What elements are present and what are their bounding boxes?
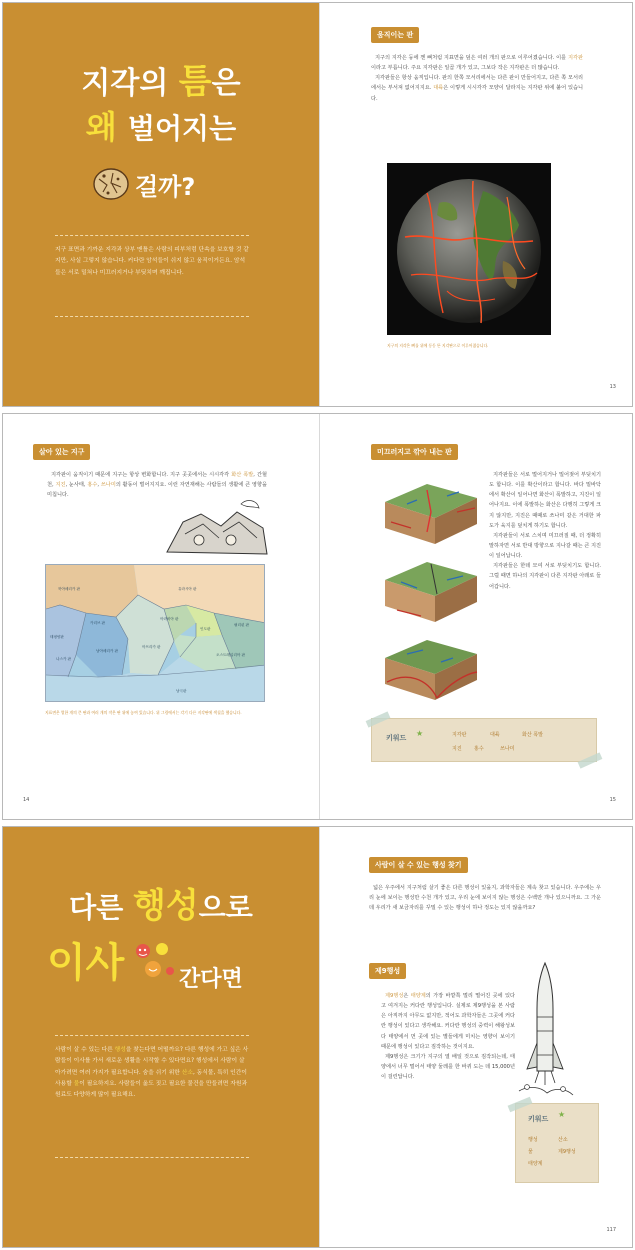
keyword: 홍수: [474, 746, 484, 752]
keyword-highlight: 쓰나미: [100, 482, 116, 489]
text: 이라고 부릅니다. 주요 지각판은 일곱 개가 있고, 그보다 작은 지각판은 더 많습니다.: [371, 65, 560, 72]
image-caption: 지구의 지각은 뼈를 위에 동동 뜬 지각판으로 이루어졌습니다.: [387, 343, 489, 348]
earth-plates-image: [387, 163, 551, 335]
keyword: 화산 폭발: [522, 732, 543, 738]
keyword-highlight: 지진: [55, 482, 66, 489]
paragraph: [371, 53, 583, 73]
title-word: 지각의: [81, 66, 169, 101]
keyword: 제9행성: [558, 1149, 576, 1155]
intro-highlight: 물: [73, 1080, 80, 1087]
intro-text: 깨집니다.: [159, 269, 184, 276]
keyword: 쓰나미: [500, 746, 515, 752]
paragraph: [371, 73, 583, 103]
intro-text: 이 필요하지요. 사람들이 옮도 짓고 필요한 물건을 만들려면 자원과 원료도 다양하게 많이 필요해요.: [55, 1080, 248, 1099]
keyword: 지진: [452, 746, 462, 752]
divider: [55, 316, 249, 317]
star-icon: ★: [416, 729, 424, 738]
map-label: 오스트레일리아 판: [216, 653, 245, 657]
map-label: 인도판: [200, 627, 211, 631]
chapter-title-line1: [3, 886, 319, 926]
cookie-illustration: [91, 165, 131, 203]
paragraph: 지각판들이 서로 스치며 미끄러질 때, 더 정확히 말하자면 서로 반대 방향으로 지나갈 때는 큰 지진이 일어납니다.: [489, 532, 601, 560]
page-14: [3, 414, 319, 819]
text: ,: [97, 482, 101, 489]
keyword: 물: [528, 1149, 533, 1155]
keyword-highlight: 대륙: [433, 85, 444, 92]
title-word: 걸까?: [135, 173, 196, 201]
keyword: 태양계: [528, 1161, 543, 1167]
text: , 눈사태,: [65, 482, 88, 489]
text: 은: [403, 993, 411, 999]
page-number: 13: [609, 384, 616, 390]
map-label: 카리브 판: [90, 621, 106, 625]
planets-icon: [133, 939, 177, 985]
keyword: 지각판: [452, 732, 467, 738]
chapter-title-line3: [179, 969, 269, 991]
paragraph: 지각판들은 한데 모여 서로 부딪치기도 합니다. 그럴 때면 하나의 지각판이 다른 지각판 아래로 들어갑니다.: [489, 563, 601, 590]
text: 지각판이 움직이기 때문에 지구는 항상 변화합니다. 지구 곳곳에서는 시시각각: [51, 472, 232, 478]
disaster-illustration: [163, 494, 271, 560]
plate-block-diagrams: [377, 472, 485, 708]
map-caption: 지표면은 열한 개의 큰 판과 여러 개의 작은 판 위에 놓여 있습니다. 위 그림에서는 각기 다른 지각판에 색칠을 했습니다.: [45, 710, 242, 715]
chapter-intro: [55, 245, 249, 279]
paragraph: 넓은 우주에서 지구처럼 살기 좋은 다른 행성이 있을지, 과학자들은 계속 찾고 있습니다. 우주에는 우리 눈에 보이는 행성만 수천 개가 있고, 우리 눈에 보이지 않는 행성은 수백만 개나 있으니까요. 그 가운데 우리가 새 보금자리를 꾸밀 수 있는 행성이 하나 정도는 있지 않을까요?: [369, 885, 601, 912]
map-label: 북아메리카 판: [58, 587, 80, 591]
title-word: 간다면: [179, 967, 243, 992]
text: 지구의 지각은 둥에 껜 뼈처럼 지표면을 덮은 여러 개의 판으로 이루어졌습니다. 이를: [375, 55, 568, 61]
keyword: 행성: [528, 1137, 538, 1143]
text: 지각판들은 항상 움직입니다. 판의 한쪽 모서리에서는 다른 판이 만들어지고, 다른 쪽 모서리에서는 부서져 없어지지요.: [371, 75, 583, 92]
page-12: [3, 3, 319, 406]
keyword-label: 키워드: [386, 734, 407, 742]
chapter-title-line3: [135, 175, 235, 199]
rocket-illustration: [513, 959, 577, 1105]
spread-new-planet: [2, 826, 633, 1248]
keyword-box: [515, 1103, 599, 1183]
map-label: 나스카 판: [56, 657, 72, 661]
tectonic-plates-map: [45, 564, 265, 702]
page-number: 117: [606, 1227, 616, 1233]
divider: [55, 1157, 249, 1158]
text: 의 가장 바깥쪽 멀리 떨어진 곳에 있다고 여겨지는 커다란 행성입니다. 실제로 제9행성을 본 사람은 아직까지 아무도 없지만, 적어도 과학자들은 그곳에 커다란 행성이 있다고 생각해요. 커다란 행성의 중력이 해왕성보다 태양에서 먼 곳에 있는 별들에게 미치는 영향이 보이기 때문에 행성이 있다고 짐작하는 것이지요.: [381, 993, 515, 1050]
map-label: 남극판: [176, 689, 187, 693]
title-word: 은: [211, 66, 241, 101]
keyword: 산소: [558, 1137, 568, 1143]
chapter-intro: [55, 1045, 249, 1101]
paragraph: 제9행성은 크기가 지구의 열 배일 것으로 짐작되는데, 태양에서 너무 멀어서 태양 둘레를 한 바퀴 도는 데 15,000년이 걸린답니다.: [381, 1053, 515, 1081]
page-number: 14: [23, 797, 30, 803]
page-13: [319, 3, 632, 406]
text: 은 이렇게 시시각각 모양이 달라지는 지각판 위에 붙어 있습니다.: [371, 85, 583, 102]
title-highlight: 행성: [133, 886, 199, 926]
chapter-title-line2: [3, 108, 319, 146]
title-word: 벌어지는: [127, 112, 237, 145]
section-tag: 움직이는 판: [371, 27, 419, 43]
section-tag: 미끄러지고 깎아 내는 판: [371, 444, 458, 460]
tape: [366, 711, 391, 727]
map-label: 아프리카 판: [142, 645, 161, 649]
chapter-title-line1: [3, 62, 319, 102]
section-body: [489, 470, 601, 592]
intro-highlight: 행성: [114, 1047, 126, 1053]
keyword-highlight: 태양계: [410, 993, 426, 999]
title-highlight: 왜: [85, 108, 117, 146]
section-body: [371, 53, 583, 104]
divider: [55, 235, 249, 236]
tape: [578, 752, 603, 768]
section-body: [369, 883, 601, 913]
title-highlight: 이사: [47, 940, 125, 986]
map-label: 남아메리카 판: [96, 649, 118, 653]
page-116: [3, 827, 319, 1247]
paragraph: 지각판들은 서로 멀어지거나 밀어젖어 부딪치기도 합니다. 이를 확산이라고 합니다. 바다 밑바닥에서 확산이 일어나면 화산이 폭발하고, 지진이 일어나지요. 이에 폭발하는 화산은 다행히 그렇게 크지 않지만, 지진은 때때로 쓰나미 같은 거대한 파도가 육지를 덮치게 하기도 합니다.: [489, 472, 601, 529]
map-label: 필리핀 판: [234, 623, 250, 627]
map-label: 태평양판: [50, 635, 64, 639]
section-tag: 사람이 살 수 있는 행성 찾기: [369, 857, 468, 873]
text: , 간헐천,: [47, 472, 267, 489]
page-15: [319, 414, 632, 819]
keyword-label: 키워드: [528, 1115, 549, 1123]
keyword: 대륙: [490, 732, 500, 738]
title-highlight: 틈: [178, 62, 212, 102]
subsection-tag: 제9행성: [369, 963, 406, 979]
map-label: 유라시아 판: [178, 587, 197, 591]
title-word: 다른: [69, 891, 124, 924]
map-label: 아라비아 판: [160, 617, 179, 621]
page-number: 15: [609, 797, 616, 803]
intro-text: 을 찾는다면 어떨까요? 다른 행성에 가고 싶은 사람들이 이사를 가서 새로운 생활을 시작할 수 있다면요? 행성에서 사람이 살아가려면 여러 가지가 필요합니다. 숨을 쉬기 위한: [55, 1047, 249, 1076]
paragraph: [381, 991, 515, 1052]
page-117: [319, 827, 632, 1247]
text: 의 활동이 벌어지지요. 이런 자연재해는 사람들의 생활에 큰 영향을 미칩니다.: [47, 482, 267, 499]
divider: [55, 1035, 249, 1036]
keyword-highlight: 지각판: [567, 55, 583, 61]
spread-living-earth: [2, 413, 633, 820]
intro-highlight: 산소: [181, 1069, 193, 1076]
keyword-box: [371, 718, 597, 762]
spread-earth-cracks: [2, 2, 633, 407]
intro-text: 사람이 살 수 있는 다른: [55, 1047, 115, 1053]
keyword-highlight: 홍수: [87, 482, 98, 489]
keyword-highlight: 제9행성: [385, 993, 404, 999]
star-icon: ★: [558, 1110, 566, 1119]
intro-text: , 동식물, 특히 인간이 사용할: [55, 1069, 247, 1087]
section-tag: 살아 있는 지구: [33, 444, 90, 460]
intro-text: 지구 표면과 기까운 지각과 상부 맨틀은 사람의 피부처럼 단속을 보호할 것 같지만, 사실 그렇지 않습니다. 커다란 암석들이 쉬지 않고 움직이거든요. 암석들은 서로 밀쳐나 미끄러지거나 부딪치며: [55, 247, 249, 276]
subsection-body: [381, 991, 515, 1082]
title-word: 으로: [198, 891, 253, 924]
keyword-highlight: 화산 폭발: [231, 472, 254, 478]
